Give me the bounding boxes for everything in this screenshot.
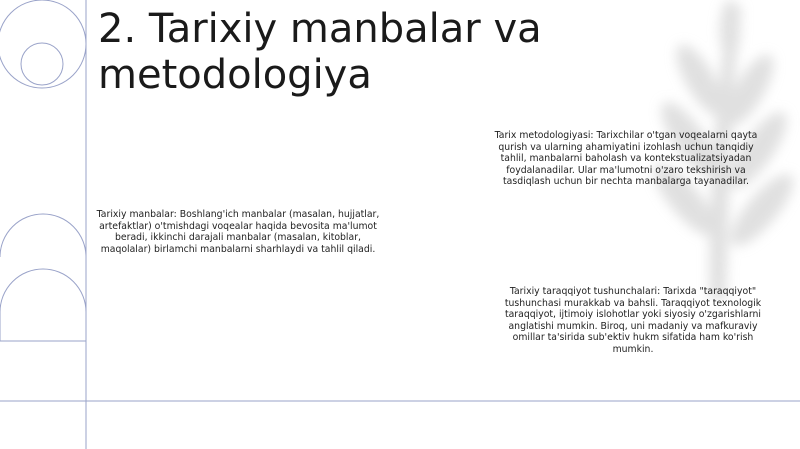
outer-circle-ornament xyxy=(0,0,86,88)
slide-title: 2. Tarixiy manbalar va metodologiya xyxy=(98,6,542,98)
progress-paragraph: Tarixiy taraqqiyot tushunchalari: Tarixda "taraqqiyot" tushunchasi murakkab va bahsli. Taraqqiyot texnologik taraqqiyot, ijtimoiy islohotlar yoki siyosiy o'zgarishlarni anglatishi mumkin. Biroq, uni madaniy va mafkuraviy omillar ta'sirida sub'ektiv hukm sifatida ham ko'rish mumkin. xyxy=(504,286,762,355)
inner-circle-ornament xyxy=(21,43,63,85)
lower-arch-ornament xyxy=(0,269,86,341)
upper-arch-ornament xyxy=(0,214,86,257)
methodology-paragraph: Tarix metodologiyasi: Tarixchilar o'tgan voqealarni qayta qurish va ularning ahamiyatini izohlash uchun tanqidiy tahlil, manbalarni baholash va kontekstualizatsiyadan foydalanadilar. Ular ma'lumotni o'zaro tekshirish va tasdiqlash uchun bir nechta manbalarga tayanadilar. xyxy=(494,130,758,187)
sources-paragraph: Tarixiy manbalar: Boshlang'ich manbalar (masalan, hujjatlar, artefaktlar) o'tmishdagi voqealar haqida bevosita ma'lumot beradi, ikkinchi darajali manbalar (masalan, kitoblar, maqolalar) birlamchi manbalarni sharhlaydi va tahlil qiladi. xyxy=(96,209,380,255)
